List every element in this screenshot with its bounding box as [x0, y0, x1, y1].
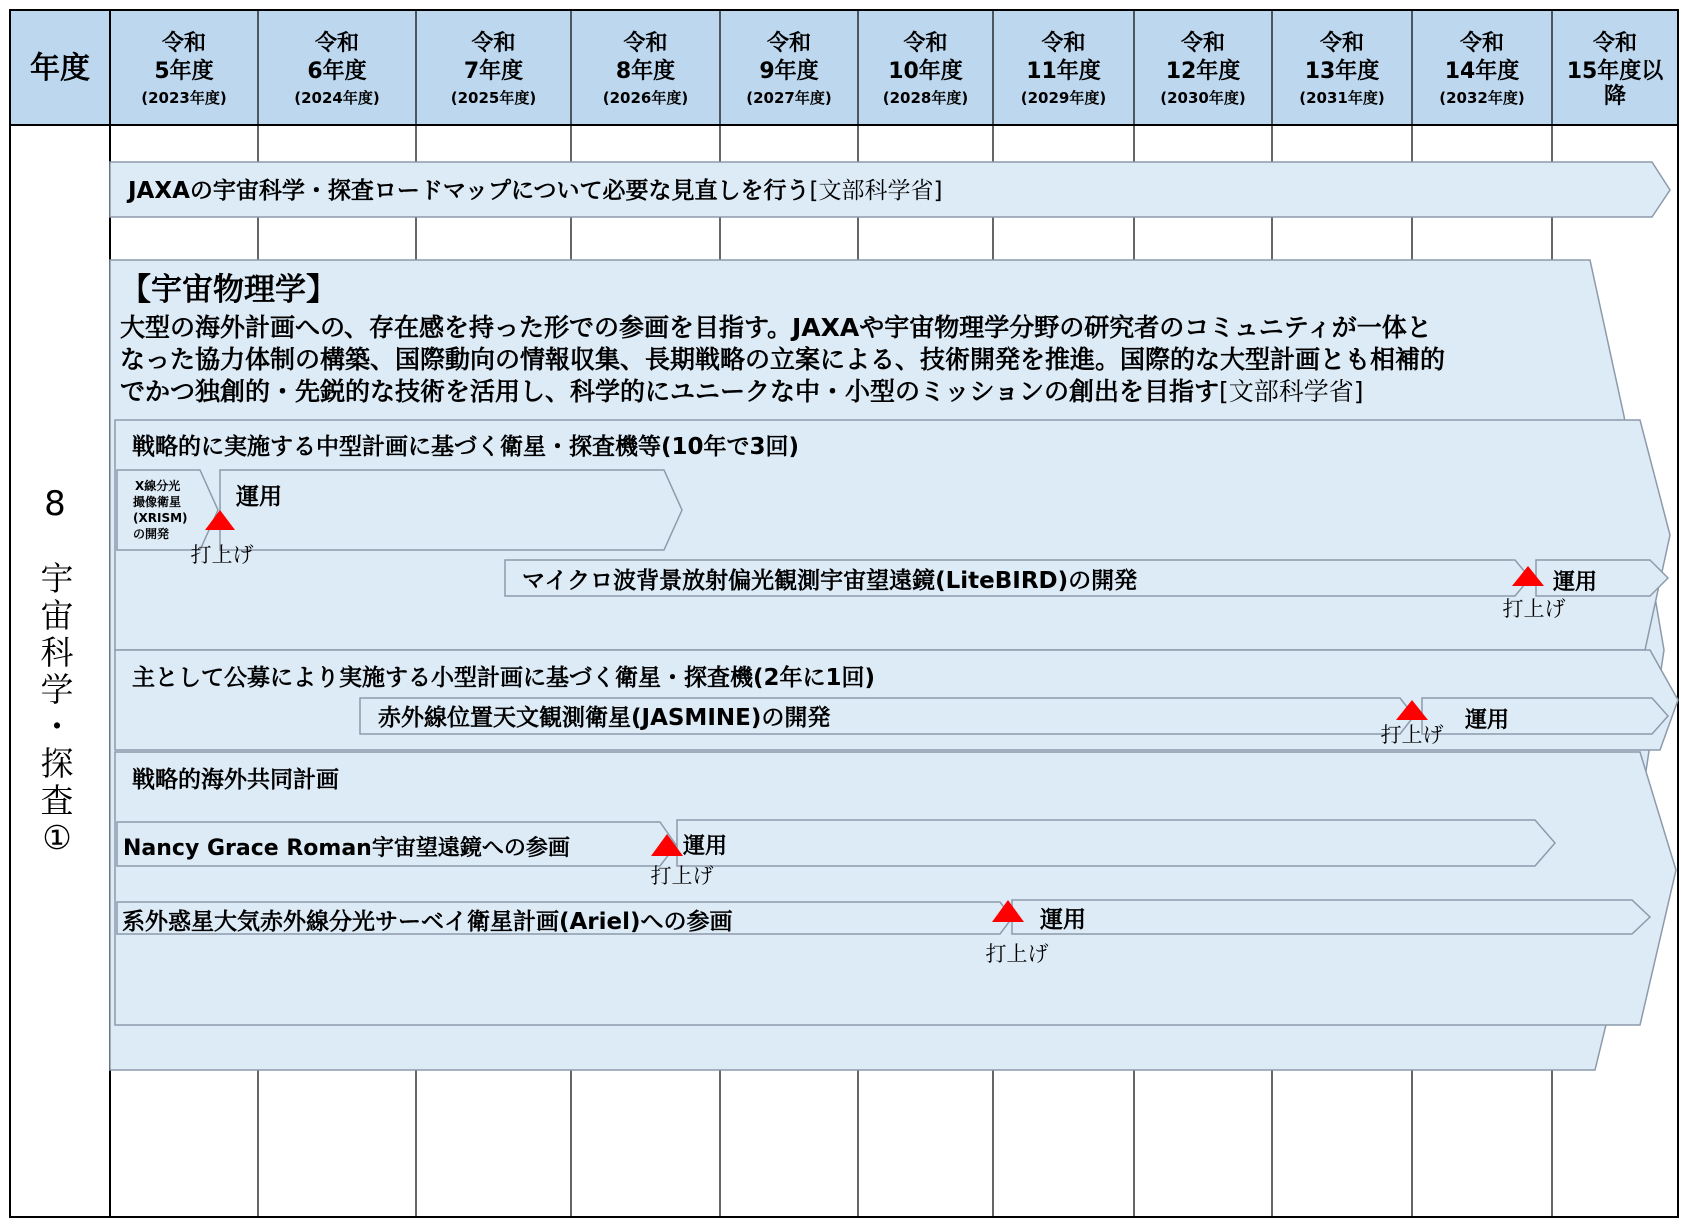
xrism-operation-arrow — [220, 470, 682, 550]
year-era: 令和 — [1459, 31, 1505, 56]
year-era: 令和 — [161, 31, 207, 56]
year-era: 令和 — [1180, 31, 1226, 56]
category-number: 8 — [44, 484, 66, 524]
ariel-operation-label: 運用 — [1040, 907, 1086, 933]
year-gregorian: (2024年度) — [294, 89, 380, 107]
year-era: 令和 — [903, 31, 948, 56]
astrophysics-line-3: でかつ独創的・先鋭的な技術を活用し、科学的にユニークな中・小型のミッションの創出を目指す — [120, 377, 1220, 406]
year-gregorian: (2027年度) — [746, 89, 832, 107]
year-fiscal: 14年度 — [1444, 59, 1520, 84]
year-era: 令和 — [623, 31, 668, 56]
year-fiscal: 15年度以 — [1566, 59, 1664, 84]
litebird-development-label: マイクロ波背景放射偏光観測宇宙望遠鏡(LiteBIRD)の開発 — [522, 568, 1138, 594]
year-fiscal: 7年度 — [463, 59, 524, 84]
category-title — [41, 559, 74, 857]
year-era: 令和 — [1319, 31, 1365, 56]
small-class-title: 主として公募により実施する小型計画に基づく衛星・探査機(2年に1回) — [132, 665, 876, 691]
year-fiscal: 11年度 — [1026, 59, 1101, 84]
xrism-line-2: 撮像衛星 — [133, 495, 182, 509]
litebird-operation-label: 運用 — [1553, 570, 1598, 595]
year-era: 令和 — [1041, 31, 1086, 56]
xrism-line-1: X線分光 — [135, 479, 181, 493]
year-gregorian: (2028年度) — [882, 89, 969, 107]
year-fiscal: 12年度 — [1165, 59, 1241, 84]
xrism-line-3: (XRISM) — [133, 511, 188, 525]
fiscal-year-label: 年度 — [30, 51, 90, 86]
year-fiscal: 13年度 — [1304, 59, 1380, 84]
year-fiscal: 10年度 — [888, 59, 963, 84]
xrism-operation-label: 運用 — [236, 484, 282, 510]
ariel-participation-label: 系外惑星大気赤外線分光サーベイ衛星計画(Ariel)への参画 — [122, 909, 733, 935]
astrophysics-title: 【宇宙物理学】 — [120, 272, 337, 308]
roadmap-review-task: JAXAの宇宙科学・探査ロードマップについて必要な見直しを行う — [128, 178, 810, 204]
year-fiscal: 8年度 — [615, 59, 676, 84]
astrophysics-ministry: [文部科学省] — [1219, 377, 1364, 406]
year-gregorian: (2025年度) — [450, 89, 537, 107]
xrism-line-4: の開発 — [133, 527, 170, 541]
roadmap-review-text — [126, 177, 942, 204]
jasmine-operation-label: 運用 — [1465, 708, 1510, 733]
category-label — [44, 484, 66, 524]
category-char: ① — [42, 818, 72, 857]
astrophysics-line-2: なった協力体制の構築、国際動向の情報収集、長期戦略の立案による、技術開発を推進。国際的な大型計画とも相補的 — [120, 345, 1446, 374]
ariel-operation-arrow — [1012, 900, 1650, 934]
jasmine-operation-arrow — [1422, 698, 1668, 734]
roman-participation-label: Nancy Grace Roman宇宙望遠鏡への参画 — [123, 836, 570, 861]
overseas-title: 戦略的海外共同計画 — [132, 767, 339, 793]
year-gregorian: (2030年度) — [1160, 89, 1246, 107]
year-gregorian: 降 — [1603, 84, 1627, 109]
overseas-section — [115, 752, 1676, 1025]
year-era: 令和 — [471, 31, 516, 56]
small-class-section — [115, 650, 1678, 750]
astrophysics-line-1: 大型の海外計画への、存在感を持った形での参画を目指す。JAXAや宇宙物理学分野の研究者のコミュニティが一体と — [120, 313, 1432, 342]
year-gregorian: (2031年度) — [1299, 89, 1385, 107]
header-row — [10, 10, 1678, 125]
category-char: 宙 — [40, 596, 74, 635]
year-gregorian: (2029年度) — [1020, 89, 1107, 107]
category-char: 査 — [40, 781, 74, 820]
roman-operation-label: 運用 — [683, 834, 728, 859]
category-char: ・ — [40, 707, 74, 746]
category-char: 宇 — [40, 559, 74, 598]
roadmap-review-arrow — [110, 162, 1670, 217]
litebird-launch-label: 打上げ — [1502, 597, 1566, 621]
year-fiscal: 9年度 — [759, 59, 819, 84]
ariel-launch-label: 打上げ — [985, 942, 1049, 966]
medium-class-section — [115, 420, 1670, 650]
year-fiscal: 5年度 — [154, 59, 214, 84]
roman-operation-arrow — [677, 820, 1555, 866]
year-gregorian: (2032年度) — [1439, 89, 1525, 107]
roadmap-review-ministry: [文部科学省] — [809, 178, 943, 204]
category-char: 科 — [40, 633, 74, 672]
category-char: 探 — [40, 744, 74, 783]
roman-launch-label: 打上げ — [650, 864, 714, 888]
year-gregorian: (2026年度) — [602, 89, 689, 107]
jasmine-development-label: 赤外線位置天文観測衛星(JASMINE)の開発 — [378, 705, 831, 731]
year-fiscal: 6年度 — [307, 59, 367, 84]
category-char: 学 — [40, 670, 74, 709]
jasmine-launch-label: 打上げ — [1380, 723, 1444, 747]
header-background — [10, 10, 1678, 125]
medium-class-title: 戦略的に実施する中型計画に基づく衛星・探査機等(10年で3回) — [132, 434, 800, 460]
year-era: 令和 — [1592, 31, 1638, 56]
astrophysics-line-3-text — [120, 377, 1364, 406]
overseas-arrow-shape — [115, 752, 1676, 1025]
year-era: 令和 — [314, 31, 360, 56]
year-era: 令和 — [766, 31, 812, 56]
year-gregorian: (2023年度) — [141, 89, 227, 107]
xrism-launch-label: 打上げ — [190, 543, 254, 567]
